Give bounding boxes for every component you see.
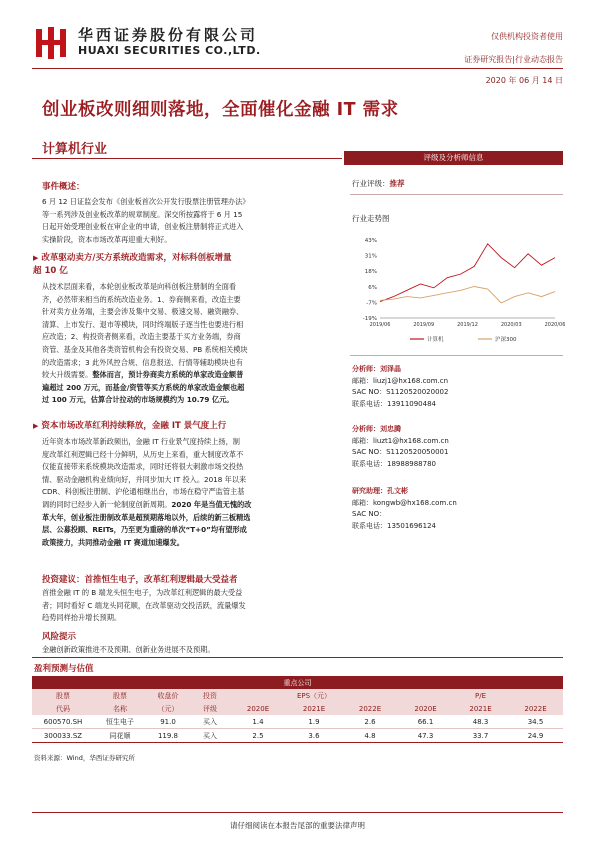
para-line: 仅能直接带来系统模块改造需求，同时还将很大刺激市场交投热 [42, 462, 244, 472]
report-title: 创业板改则细则落地，全面催化金融 IT 需求 [42, 100, 399, 120]
table-cell: 买入 [203, 731, 217, 740]
rating-value: 推荐 [389, 179, 405, 188]
column-header: 投资 [203, 691, 217, 700]
y-tick-label: -7% [366, 300, 377, 307]
table-cell: 119.8 [157, 731, 179, 740]
column-header: 评级 [203, 704, 217, 713]
summary-line: 实操阶段，资本市场改革再迎重大利好。 [42, 234, 172, 244]
para-bold-line: 革大年，创业板注册制改革是超预期落地以外，后续的新三板精选 [42, 512, 251, 522]
summary-line: 6 月 12 日证监会发布《创业板首次公开发行股票注册管理办法》 [42, 197, 250, 206]
y-tick-label: -19% [362, 316, 377, 322]
para-bold-line: 过 100 万元，估算合计拉动的市场规模约为 10.79 亿元。 [42, 395, 234, 405]
triangle-bullet-icon: ▶ [33, 254, 39, 262]
para-line: 情、驱动金融机构业绩向好，并同步加大 IT 投入。2018 年以来 [42, 474, 247, 484]
para-line: 首推金融 IT 的 B 端龙头恒生电子，为改革红利逻辑的最大受益 [42, 588, 243, 597]
table-cell: 同花顺 [109, 731, 131, 740]
column-header: 股票 [113, 691, 127, 700]
column-header: 股票 [56, 691, 70, 700]
column-header: 名称 [113, 704, 127, 713]
table-group-row [32, 676, 563, 689]
summary-line: 日起开始受理创业板在审企业的申请，创业板注册制将正式进入 [42, 222, 244, 232]
rating-divider [350, 194, 563, 195]
table-cell: 34.5 [527, 717, 544, 726]
year-header: 2020E [246, 704, 270, 713]
table-cell: 买入 [203, 717, 217, 726]
forecast-table [32, 676, 563, 743]
x-tick-label: 2019/09 [413, 322, 435, 328]
highlight-2-text: 资本市场改革红利持续释放，金融 IT 景气度上行 [41, 421, 227, 431]
year-header: 2021E [469, 704, 492, 713]
highlight-1-paragraph [42, 281, 340, 407]
table-cell: 66.1 [417, 717, 434, 726]
highlight-2-paragraph [42, 436, 340, 549]
year-header: 2020E [414, 704, 437, 713]
para-line: 应改造；2、构投资者侧来看，改造主要基于买方业务端，券商 [42, 332, 241, 342]
table-header-row [32, 702, 563, 715]
highlight-1-line-1: 改革驱动卖方/买方系统改造需求，对标科创板增量 [41, 253, 232, 263]
table-header-row [32, 689, 563, 702]
year-header: 2022E [524, 704, 547, 713]
para-line: 调的同时已经步入新一轮制度创新周期。 [42, 499, 172, 509]
eps-header: EPS（元） [296, 691, 332, 700]
y-tick-label: 43% [364, 238, 377, 244]
year-header: 2021E [302, 704, 326, 713]
rating-row [352, 178, 405, 189]
para-bold-line: 遍超过 200 万元，而基金/资管等买方系统的单家改造金额也超 [42, 382, 245, 392]
analyst-phone: 联系电话：18988988780 [352, 459, 436, 468]
para-line: 趋势同样抬升增长预期。 [42, 613, 122, 623]
table-cell: 1.9 [308, 717, 320, 726]
brand-name-cn: 华西证券股份有限公司 [78, 26, 259, 44]
analyst-sac: SAC NO：S1120520020002 [352, 388, 449, 396]
highlight-1-line-2: 超 10 亿 [33, 266, 68, 276]
para-line: 从技术层面来看，本轮创业板改革是向科创板注册制的全面看 [42, 282, 237, 291]
pe-header: P/E [474, 691, 486, 700]
year-header: 2022E [358, 704, 382, 713]
table-cell: 2.5 [252, 731, 264, 740]
table-cell: 4.8 [364, 731, 376, 740]
x-tick-label: 2019/06 [369, 322, 391, 328]
legend-label: 计算机 [427, 337, 444, 343]
analyst-block-2 [352, 424, 449, 470]
report-date: 2020 年 06 月 14 日 [485, 76, 563, 85]
analyst-sac: SAC NO：S1120520050001 [352, 448, 449, 456]
table-cell: 3.6 [308, 731, 320, 740]
legend-label: 沪深300 [495, 337, 517, 343]
investment-heading: 投资建议：首推恒生电子，改革红利逻辑最大受益者 [42, 575, 238, 585]
huaxi-logo-icon [34, 25, 70, 61]
para-line: 针对卖方业务端，主要会涉及集中交易、极速交易、融资融券、 [42, 307, 244, 317]
analyst-name: 研究助理：孔文彬 [352, 487, 408, 495]
table-cell: 2.6 [364, 717, 376, 726]
table-row [32, 729, 563, 743]
risk-text: 金融创新政策推进不及预期、创新业务进展不及预期。 [42, 645, 215, 654]
table-row [32, 715, 563, 729]
industry-divider [32, 158, 342, 159]
investment-paragraph [42, 587, 340, 625]
analyst-email[interactable]: 邮箱：liuzt1@hx168.com.cn [352, 436, 449, 445]
column-header: （元） [157, 704, 179, 713]
report-type: 证券研究报告|行业动态报告 [464, 55, 563, 64]
column-header: 收盘价 [157, 691, 179, 700]
table-cell: 300033.SZ [43, 731, 83, 740]
summary-line: 等一系列涉及创业板改革的规章制度。深交所按露将于 6 月 15 [42, 209, 243, 219]
series-line-hs300 [380, 287, 555, 303]
trend-chart [350, 230, 565, 350]
footer-disclaimer: 请仔细阅读在本报告尾部的重要法律声明 [230, 821, 365, 830]
table-cell: 91.0 [160, 717, 176, 726]
rating-panel-header: 评级及分析师信息 [344, 151, 563, 165]
trend-label: 行业走势图 [352, 214, 390, 223]
y-tick-label: 31% [364, 253, 377, 260]
y-tick-label: 6% [368, 284, 377, 291]
para-line: 度改革红利逻辑已经十分鲜明，从历史上来看，重大制度改革不 [42, 449, 244, 459]
triangle-bullet-icon: ▶ [33, 422, 39, 430]
table-cell: 48.3 [472, 717, 489, 726]
chart-divider [350, 355, 563, 356]
para-line: CDR、科创板注册制、沪伦通相继出台，市场在稳守严监管主基 [42, 487, 245, 497]
analyst-block-1 [352, 364, 448, 410]
table-source: 资料来源：Wind，华西证券研究所 [34, 754, 135, 762]
analyst-phone: 联系电话：13911090484 [352, 399, 436, 408]
forecast-divider [32, 657, 563, 658]
column-header: 代码 [56, 704, 70, 713]
summary-paragraph [42, 196, 338, 246]
analyst-phone: 联系电话：13501696124 [352, 521, 436, 530]
table-cell: 47.3 [417, 731, 434, 740]
para-line: 近年资本市场改革新政频出，金融 IT 行业景气度持续上扬，制 [42, 437, 240, 446]
para-line: 资管、基金及其他各类资管机构会有投资交易、PB 系统相关模块 [42, 344, 248, 354]
para-line: 较大升级需要。 [42, 370, 93, 380]
para-bold-line: 2020 年是当值无愧的改 [171, 499, 252, 509]
analyst-name: 分析师：刘泽晶 [352, 365, 401, 373]
rating-label: 行业评级： [352, 179, 390, 188]
x-tick-label: 2019/12 [457, 322, 478, 328]
risk-heading: 风险提示 [42, 632, 77, 642]
x-tick-label: 2020/06 [544, 322, 565, 328]
para-bold-line: 政策接力，共同推动金融 IT 赛道加速爆发。 [42, 537, 184, 547]
y-tick-label: 18% [364, 269, 377, 276]
highlight-heading-1 [33, 252, 341, 278]
para-line: 者；同时看好 C 端龙头同花顺，在改革驱动交投活跃，流量爆发 [42, 600, 246, 610]
analyst-block-3 [352, 486, 457, 532]
analyst-email[interactable]: 邮箱：kongwb@hx168.com.cn [352, 498, 457, 507]
analyst-sac: SAC NO： [352, 510, 387, 518]
table-cell: 33.7 [472, 731, 489, 740]
summary-heading: 事件概述： [42, 182, 85, 192]
header-divider [32, 68, 563, 69]
forecast-heading: 盈利预测与估值 [34, 664, 94, 674]
analyst-name: 分析师：刘忠腾 [352, 425, 401, 433]
audience-note: 仅供机构投资者使用 [491, 32, 563, 41]
highlight-heading-2 [33, 420, 341, 433]
table-cell: 600570.SH [43, 717, 83, 726]
table-group-label: 重点公司 [32, 676, 563, 689]
para-line: 的改造需求；3 此外风控合规、信息报送、行情等辅助模块也有 [42, 357, 243, 367]
brand-name-en: HUAXI SECURITIES CO.,LTD. [78, 44, 261, 57]
x-tick-label: 2020/03 [500, 322, 522, 328]
industry-name: 计算机行业 [42, 142, 108, 157]
table-cell: 恒生电子 [106, 717, 134, 726]
para-bold-line: 整体而言，预计券商卖方系统的单家改造金额普 [92, 370, 244, 380]
footer-divider [32, 812, 563, 813]
para-line: 齐，必然带来相当的系统改造业务。1、券商侧来看，改造主要 [42, 294, 241, 304]
para-bold-line: 层、公募投顾、REITs，乃至更为重磅的单次“T+0”均有望形成 [42, 525, 247, 535]
analyst-email[interactable]: 邮箱：liuzj1@hx168.com.cn [352, 376, 449, 385]
table-cell: 1.4 [252, 717, 264, 726]
para-line: 清算、上市发行、退市等模块，同时终端版子逐当性也要进行相 [42, 319, 244, 329]
table-cell: 24.9 [527, 731, 544, 740]
